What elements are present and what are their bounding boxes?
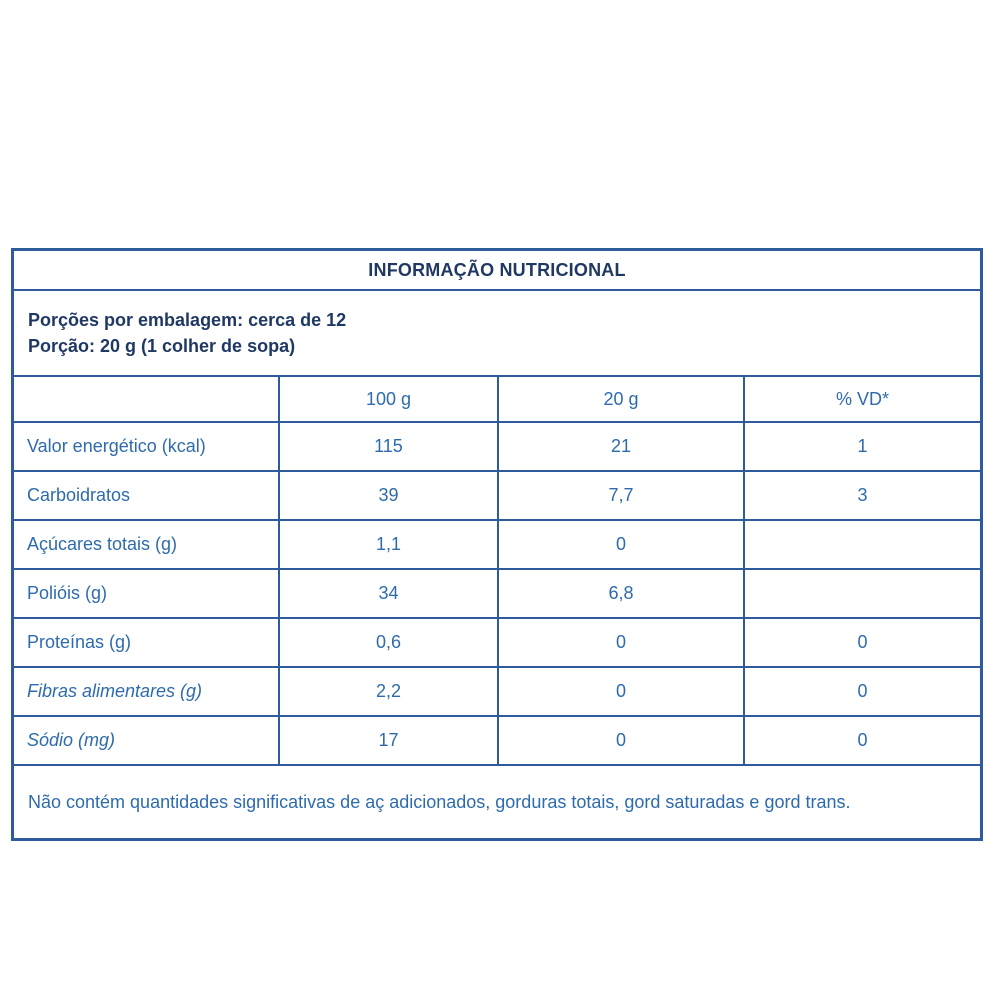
value-100g: 0,6 (279, 618, 498, 667)
table-row-total-sugars (13, 520, 982, 569)
value-100g: 115 (279, 422, 498, 471)
value-20g: 0 (498, 716, 744, 765)
value-vd: 1 (744, 422, 981, 471)
value-20g: 21 (498, 422, 744, 471)
column-header-vd: % VD* (744, 376, 981, 422)
value-20g: 0 (498, 520, 744, 569)
table-row-fiber (13, 667, 982, 716)
servings-per-package: Porções por embalagem: cerca de 12 (28, 310, 347, 330)
value-vd: 0 (744, 716, 981, 765)
footnote-row (13, 765, 982, 840)
column-header-empty (13, 376, 279, 422)
value-20g: 0 (498, 667, 744, 716)
value-100g: 34 (279, 569, 498, 618)
row-label: Polióis (g) (13, 569, 279, 618)
table-row-energy (13, 422, 982, 471)
column-header-20g: 20 g (498, 376, 744, 422)
table-title: INFORMAÇÃO NUTRICIONAL (13, 250, 982, 291)
row-label: Carboidratos (13, 471, 279, 520)
value-20g: 7,7 (498, 471, 744, 520)
value-vd: 0 (744, 618, 981, 667)
table-row-polyols (13, 569, 982, 618)
value-20g: 6,8 (498, 569, 744, 618)
value-100g: 39 (279, 471, 498, 520)
value-vd (744, 520, 981, 569)
value-20g: 0 (498, 618, 744, 667)
column-header-100g: 100 g (279, 376, 498, 422)
value-vd: 0 (744, 667, 981, 716)
table-row-sodium (13, 716, 982, 765)
row-label: Proteínas (g) (13, 618, 279, 667)
value-100g: 2,2 (279, 667, 498, 716)
serving-info (13, 290, 982, 376)
serving-info-row (13, 290, 982, 376)
row-label: Açúcares totais (g) (13, 520, 279, 569)
column-header-row (13, 376, 982, 422)
nutrition-table (11, 248, 983, 841)
row-label: Valor energético (kcal) (13, 422, 279, 471)
serving-size: Porção: 20 g (1 colher de sopa) (28, 336, 296, 356)
table-row-protein (13, 618, 982, 667)
value-100g: 17 (279, 716, 498, 765)
value-vd: 3 (744, 471, 981, 520)
table-row-carbs (13, 471, 982, 520)
value-100g: 1,1 (279, 520, 498, 569)
row-label: Sódio (mg) (13, 716, 279, 765)
footnote: Não contém quantidades significativas de aç adicionados, gorduras totais, gord saturadas e gord trans. (13, 765, 982, 840)
title-row (13, 250, 982, 291)
row-label: Fibras alimentares (g) (13, 667, 279, 716)
value-vd (744, 569, 981, 618)
